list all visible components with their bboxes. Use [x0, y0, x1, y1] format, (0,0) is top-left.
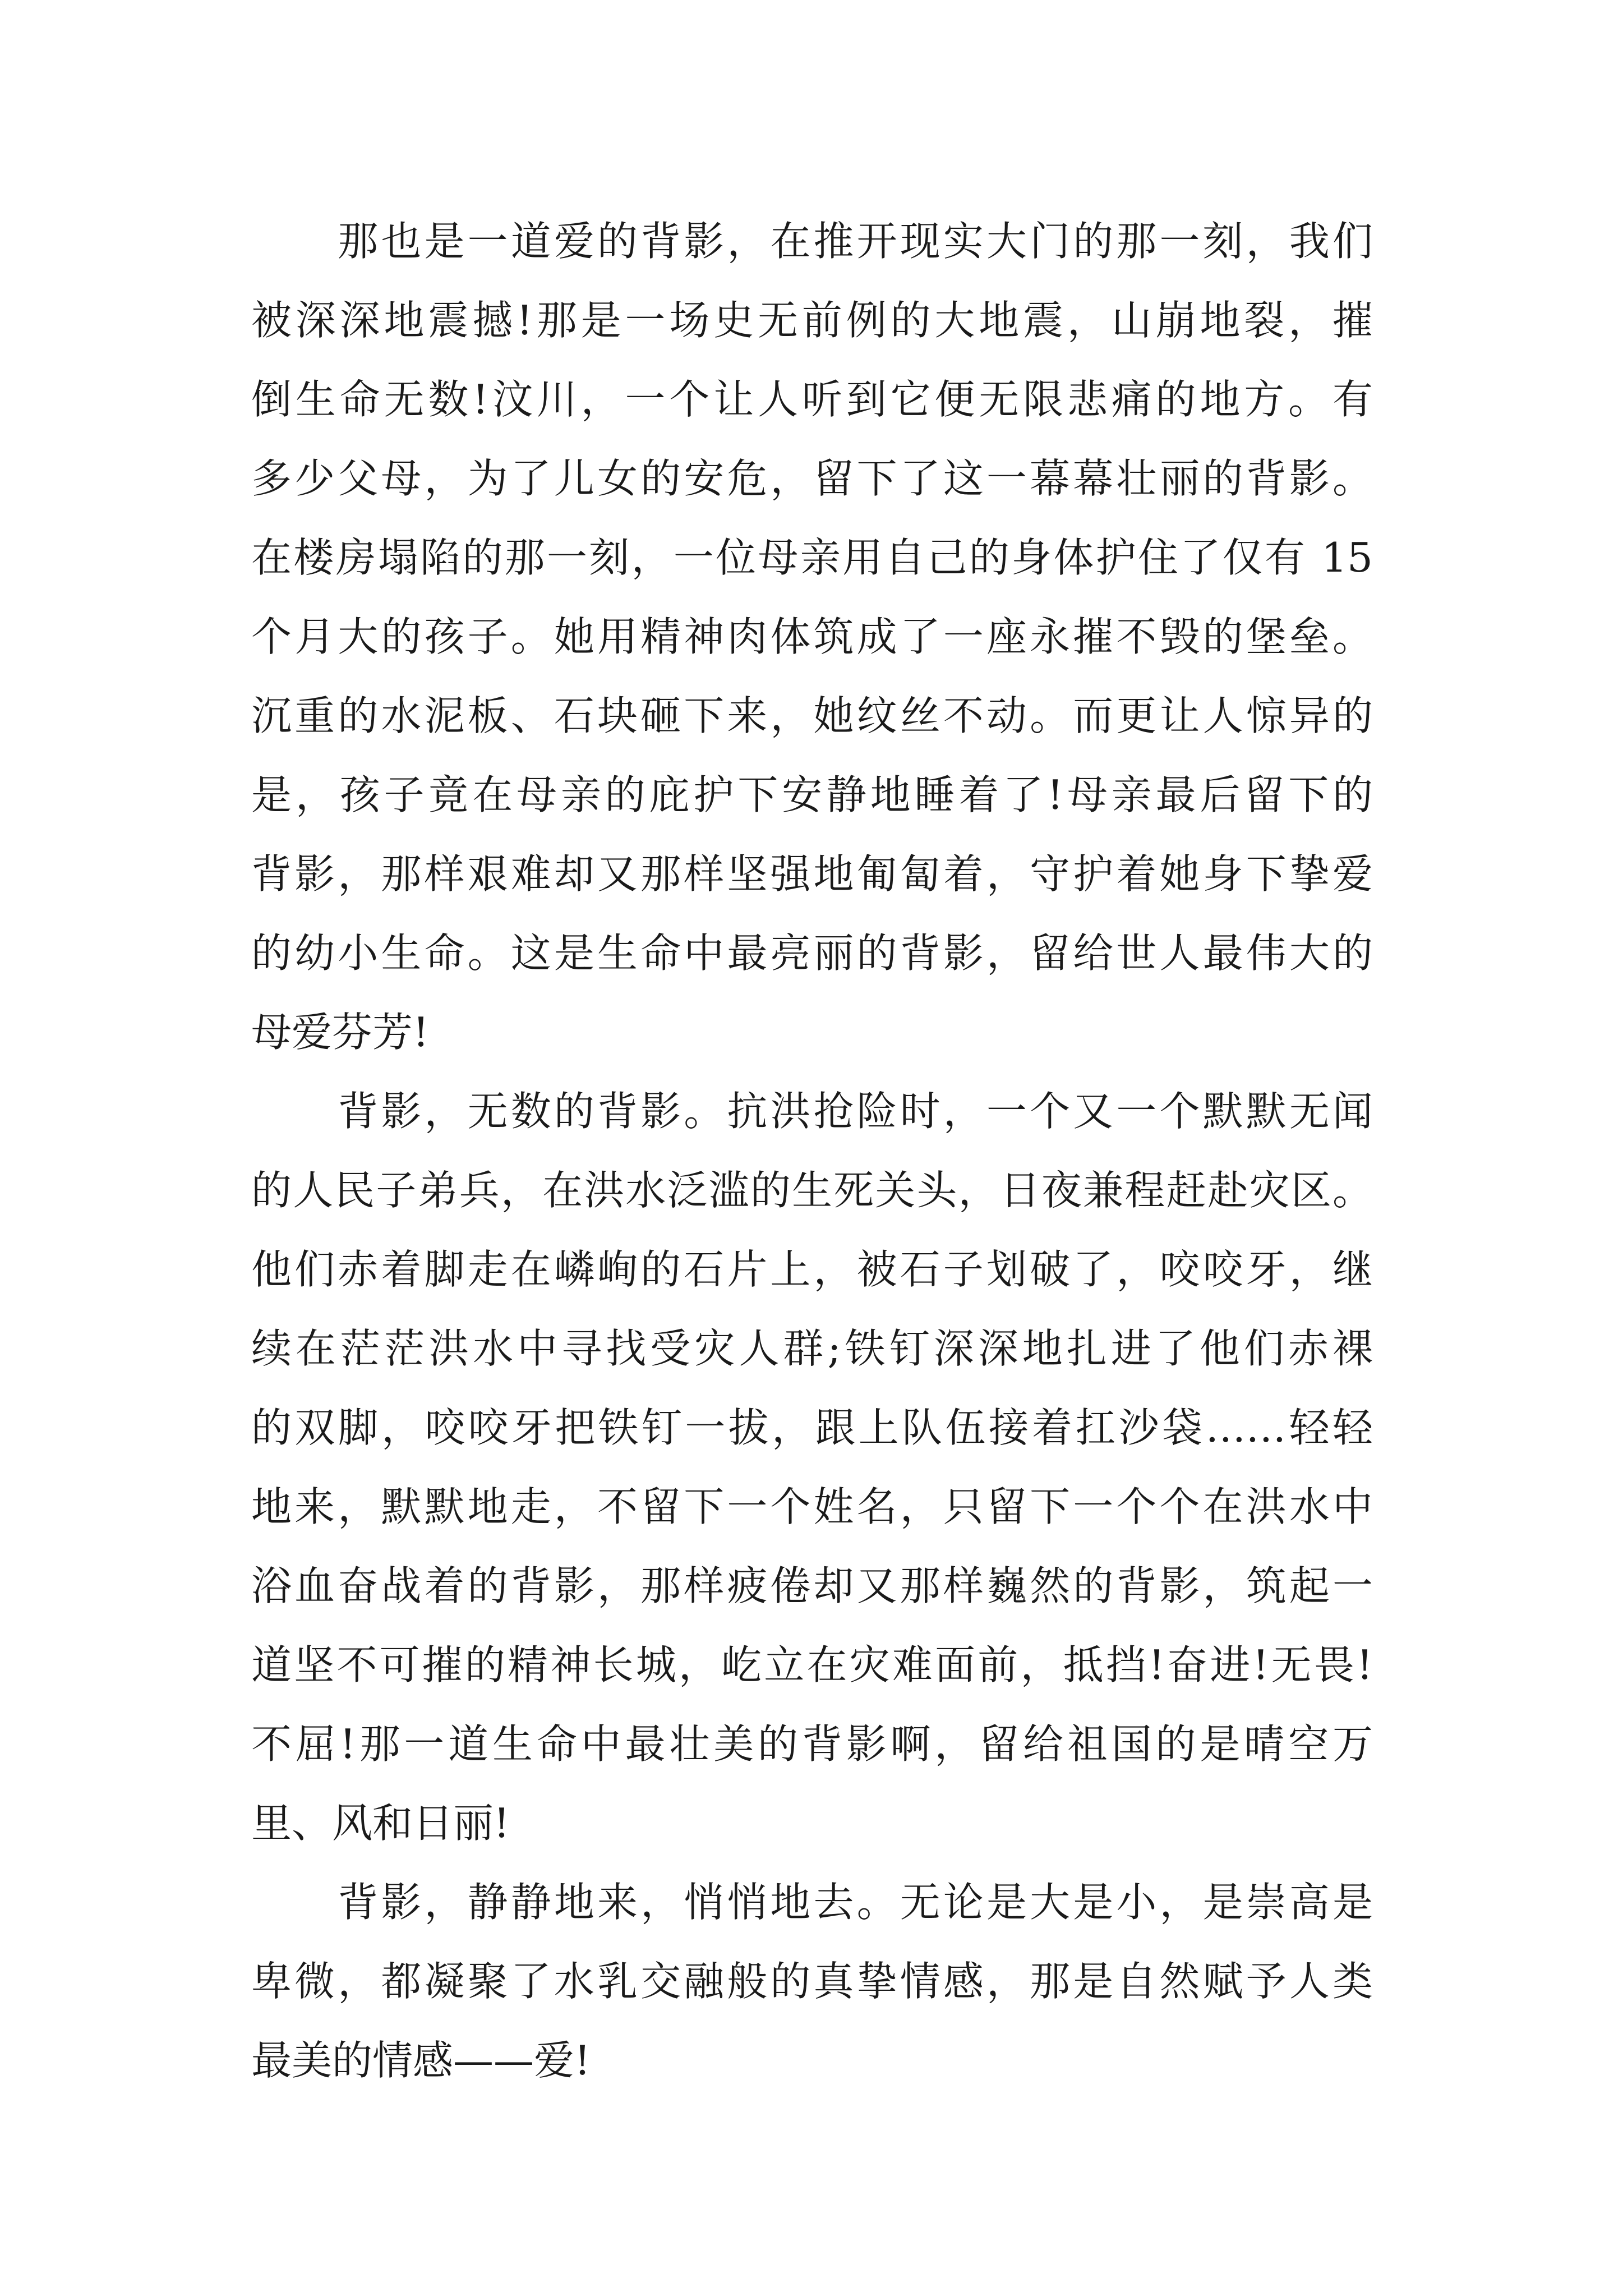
text-line: 他们赤着脚走在嶙峋的石片上，被石子划破了，咬咬牙，继 — [251, 1246, 1373, 1293]
text-line: 母爱芬芳! — [251, 1009, 429, 1056]
text-line: 沉重的水泥板、石块砸下来，她纹丝不动。而更让人惊异的 — [251, 692, 1373, 739]
paragraph-3 — [251, 1863, 1373, 2100]
text-line: 多少父母，为了儿女的安危，留下了这一幕幕壮丽的背影。 — [251, 455, 1373, 502]
text-line: 的幼小生命。这是生命中最亮丽的背影，留给世人最伟大的 — [251, 930, 1373, 977]
text-line: 浴血奋战着的背影，那样疲倦却又那样巍然的背影，筑起一 — [251, 1562, 1373, 1609]
text-line: 是，孩子竟在母亲的庇护下安静地睡着了!母亲最后留下的 — [251, 771, 1373, 818]
text-line: 道坚不可摧的精神长城，屹立在灾难面前，抵挡!奋进!无畏! — [251, 1641, 1373, 1688]
text-line: 地来，默默地走，不留下一个姓名，只留下一个个在洪水中 — [251, 1483, 1373, 1530]
text-line: 的双脚，咬咬牙把铁钉一拔，跟上队伍接着扛沙袋……轻轻 — [251, 1404, 1373, 1451]
text-line: 那也是一道爱的背影，在推开现实大门的那一刻，我们 — [251, 218, 1373, 265]
text-line: 在楼房塌陷的那一刻，一位母亲用自己的身体护住了仅有 15 — [251, 534, 1373, 581]
text-line: 不屈!那一道生命中最壮美的背影啊，留给祖国的是晴空万 — [251, 1720, 1373, 1768]
document-body — [251, 202, 1373, 2100]
text-line: 卑微，都凝聚了水乳交融般的真挚情感，那是自然赋予人类 — [251, 1958, 1373, 2005]
paragraph-1 — [251, 202, 1373, 1072]
text-line: 被深深地震撼!那是一场史无前例的大地震，山崩地裂，摧 — [251, 297, 1373, 344]
text-line: 倒生命无数!汶川，一个让人听到它便无限悲痛的地方。有 — [251, 376, 1373, 423]
text-line: 背影，无数的背影。抗洪抢险时，一个又一个默默无闻 — [251, 1088, 1373, 1135]
text-line: 的人民子弟兵，在洪水泛滥的生死关头，日夜兼程赶赴灾区。 — [251, 1167, 1373, 1214]
text-line: 个月大的孩子。她用精神肉体筑成了一座永摧不毁的堡垒。 — [251, 613, 1373, 660]
text-line: 续在茫茫洪水中寻找受灾人群;铁钉深深地扎进了他们赤裸 — [251, 1325, 1373, 1372]
paragraph-2 — [251, 1072, 1373, 1863]
text-line: 背影，静静地来，悄悄地去。无论是大是小，是崇高是 — [251, 1879, 1373, 1926]
text-line: 背影，那样艰难却又那样坚强地匍匐着，守护着她身下挚爱 — [251, 850, 1373, 898]
text-line: 最美的情感——爱! — [251, 2037, 591, 2084]
text-line: 里、风和日丽! — [251, 1800, 510, 1847]
